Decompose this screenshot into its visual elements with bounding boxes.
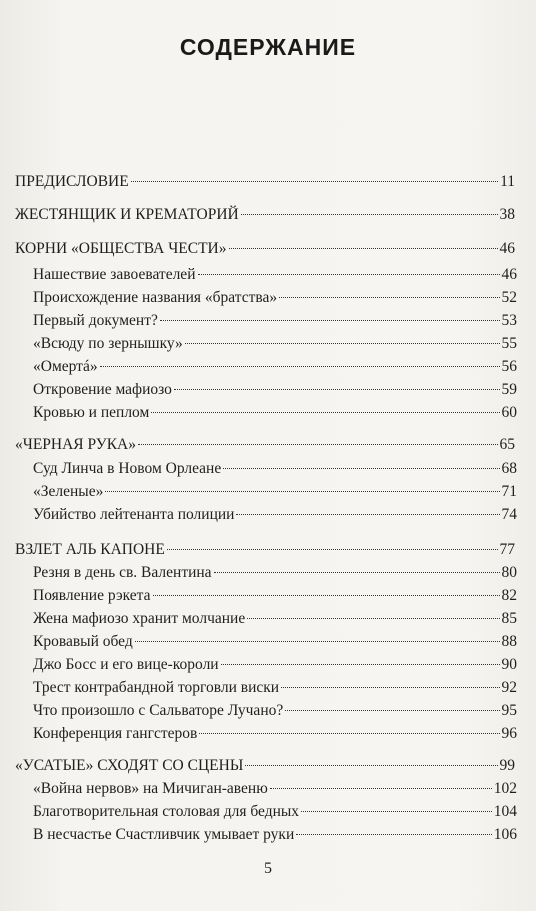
toc-entry-title: Происхождение названия «братства» (33, 289, 278, 306)
toc-section-entry (33, 263, 517, 287)
dot-leader (229, 248, 498, 249)
toc-section-entry (33, 800, 517, 824)
toc-entry-page: 11 (500, 173, 515, 190)
toc-entry-title: ПРЕДИСЛОВИЕ (15, 173, 129, 190)
dot-leader (301, 811, 492, 812)
dot-leader (270, 788, 492, 789)
dot-leader (131, 181, 498, 182)
toc-entry-title: «ЧЕРНАЯ РУКА» (15, 436, 137, 453)
toc-entry-page: 92 (501, 679, 517, 696)
toc-entry-title: Джо Босс и его вице-короли (33, 656, 219, 673)
dot-leader (247, 618, 499, 619)
toc-entry-page: 68 (501, 460, 517, 477)
dot-leader (221, 664, 500, 665)
toc-entry-page: 65 (499, 436, 515, 453)
dot-leader (281, 687, 499, 688)
toc-entry-title: «Война нервов» на Мичиган-авеню (33, 780, 268, 797)
toc-entry-page: 74 (501, 506, 517, 523)
toc-entry-title: Кровавый обед (33, 633, 133, 650)
dot-leader (223, 468, 499, 469)
toc-entry-page: 96 (501, 725, 517, 742)
toc-entry-title: Трест контрабандной торговли виски (33, 679, 280, 696)
toc-entry-title: Жена мафиозо хранит молчание (33, 610, 246, 627)
dot-leader (174, 389, 500, 390)
toc-section-entry (33, 653, 517, 677)
dot-leader (160, 320, 500, 321)
dot-leader (185, 343, 500, 344)
toc-entry-page: 46 (501, 266, 517, 283)
toc-entry-title: ВЗЛЕТ АЛЬ КАПОНЕ (15, 541, 165, 558)
toc-chapter-entry (15, 237, 515, 261)
toc-section-entry (33, 480, 517, 504)
toc-entry-title: Резня в день св. Валентина (33, 564, 212, 581)
toc-entry-page: 90 (501, 656, 517, 673)
dot-leader (285, 710, 499, 711)
toc-entry-page: 80 (501, 564, 517, 581)
dot-leader (241, 214, 498, 215)
toc-entry-page: 56 (501, 358, 517, 375)
toc-section-entry (33, 457, 517, 481)
dot-leader (167, 549, 498, 550)
toc-section-entry (33, 607, 517, 631)
dot-leader (199, 733, 499, 734)
toc-entry-title: Что произошло с Сальваторе Лучано? (33, 702, 284, 719)
toc-entry-title: «УСАТЫЕ» СХОДЯТ СО СЦЕНЫ (15, 757, 244, 774)
toc-section-entry (33, 503, 517, 527)
toc-entry-title: ЖЕСТЯНЩИК И КРЕМАТОРИЙ (15, 206, 239, 223)
toc-entry-page: 77 (499, 541, 515, 558)
toc-section-entry (33, 401, 517, 425)
toc-entry-page: 52 (501, 289, 517, 306)
dot-leader (100, 366, 500, 367)
toc-section-entry (33, 286, 517, 310)
toc-section-entry (33, 378, 517, 402)
toc-entry-page: 38 (499, 206, 515, 223)
toc-entry-page: 59 (501, 381, 517, 398)
dot-leader (236, 514, 499, 515)
toc-chapter-entry (15, 754, 515, 778)
dot-leader (151, 412, 499, 413)
toc-entry-page: 85 (501, 610, 517, 627)
toc-entry-title: Суд Линча в Новом Орлеане (33, 460, 222, 477)
toc-entry-title: КОРНИ «ОБЩЕСТВА ЧЕСТИ» (15, 240, 227, 257)
toc-section-entry (33, 332, 517, 356)
dot-leader (245, 765, 497, 766)
toc-entry-page: 55 (501, 335, 517, 352)
toc-entry-title: «Омертá» (33, 358, 98, 375)
toc-entry-page: 102 (493, 780, 517, 797)
dot-leader (214, 572, 500, 573)
dot-leader (296, 834, 492, 835)
toc-entry-page: 60 (501, 404, 517, 421)
toc-entry-page: 106 (493, 826, 517, 843)
toc-section-entry (33, 699, 517, 723)
toc-section-entry (33, 355, 517, 379)
toc-entry-page: 99 (499, 757, 515, 774)
dot-leader (279, 297, 499, 298)
toc-entry-title: Появление рэкета (33, 587, 151, 604)
dot-leader (135, 641, 500, 642)
toc-entry-title: В несчастье Счастливчик умывает руки (33, 826, 295, 843)
dot-leader (198, 274, 500, 275)
toc-entry-title: Откровение мафиозо (33, 381, 172, 398)
toc-section-entry (33, 823, 517, 847)
toc-section-entry (33, 777, 517, 801)
toc-entry-page: 88 (501, 633, 517, 650)
toc-entry-title: Первый документ? (33, 312, 158, 329)
toc-entry-page: 82 (501, 587, 517, 604)
toc-entry-title: «Всюду по зернышку» (33, 335, 183, 352)
page-number: 5 (264, 860, 272, 877)
toc-chapter-entry (15, 538, 515, 562)
toc-entry-title: Нашествие завоевателей (33, 266, 196, 283)
toc-entry-title: Убийство лейтенанта полиции (33, 506, 235, 523)
toc-section-entry (33, 630, 517, 654)
toc-entry-title: Кровью и пеплом (33, 404, 150, 421)
toc-entry-page: 95 (501, 702, 517, 719)
toc-chapter-entry (15, 203, 515, 227)
toc-chapter-entry (15, 433, 515, 457)
toc-section-entry (33, 722, 517, 746)
toc-entry-page: 71 (501, 483, 517, 500)
toc-entry-title: Благотворительная столовая для бедных (33, 803, 300, 820)
toc-chapter-entry (15, 170, 515, 194)
dot-leader (105, 491, 499, 492)
toc-entry-page: 104 (493, 803, 517, 820)
dot-leader (138, 444, 497, 445)
toc-section-entry (33, 676, 517, 700)
toc-entry-title: «Зеленые» (33, 483, 104, 500)
toc-section-entry (33, 561, 517, 585)
toc-section-entry (33, 584, 517, 608)
toc-section-entry (33, 309, 517, 333)
toc-entry-page: 53 (501, 312, 517, 329)
dot-leader (153, 595, 500, 596)
toc-entry-page: 46 (499, 240, 515, 257)
toc-entry-title: Конференция гангстеров (33, 725, 198, 742)
page-title: СОДЕРЖАНИЕ (179, 34, 357, 60)
